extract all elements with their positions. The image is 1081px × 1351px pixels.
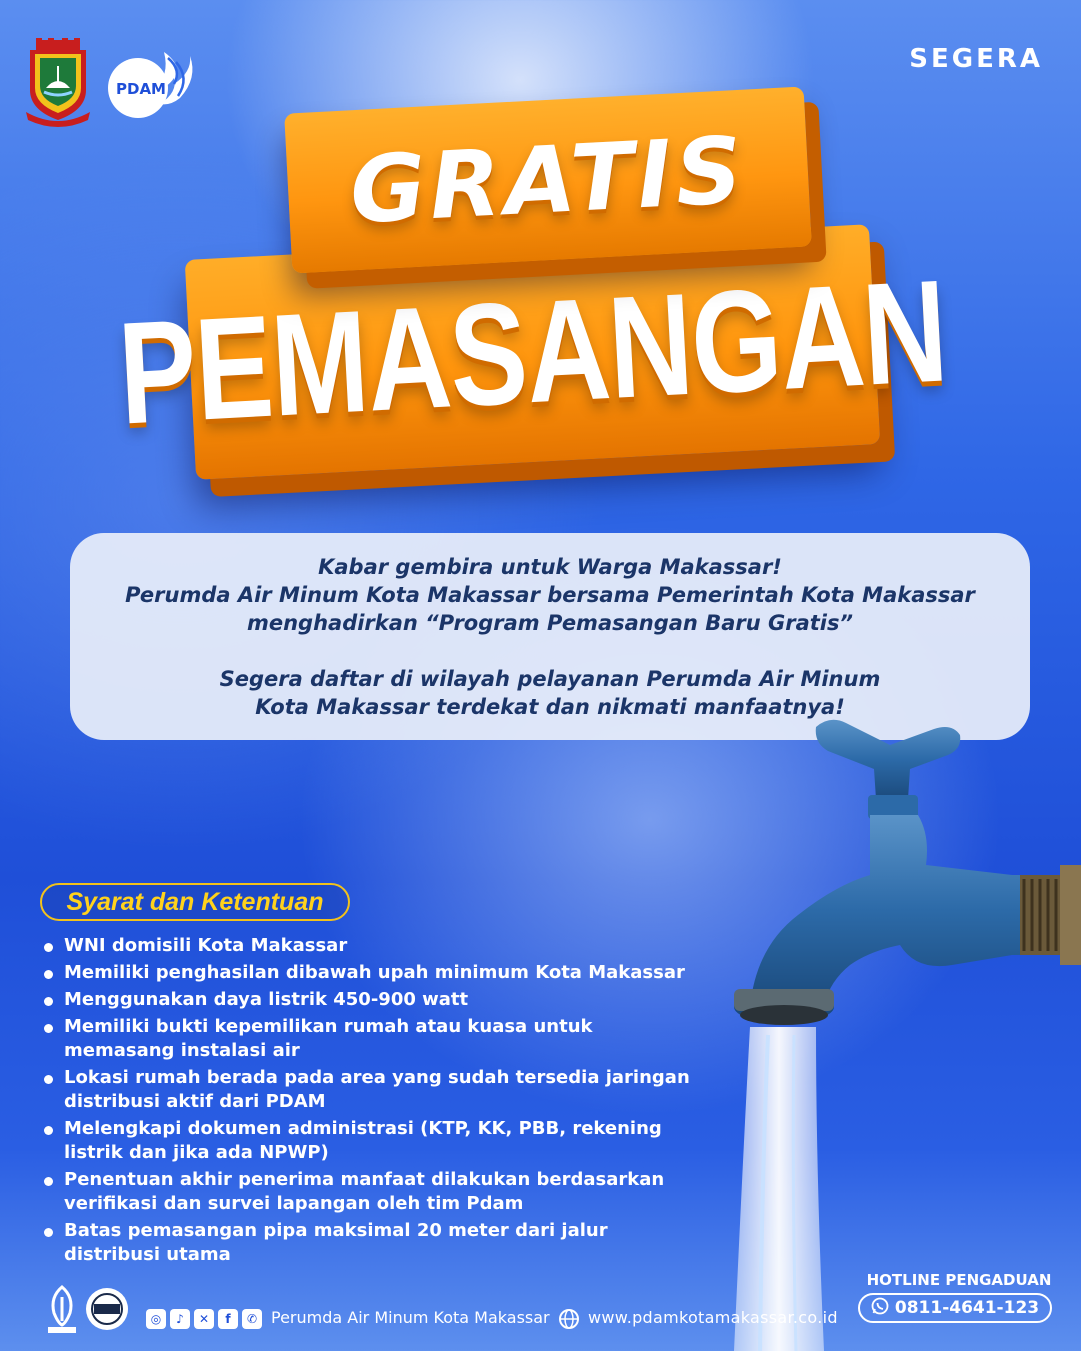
requirement-item: Penentuan akhir penerima manfaat dilakukan berdasarkan verifikasi dan survei lapangan oleh tim Pdam [42,1168,742,1216]
facebook-icon[interactable]: f [218,1309,238,1329]
requirement-item: Memiliki bukti kepemilikan rumah atau kuasa untuk memasang instalasi air [42,1015,642,1063]
pdam-logo-text: PDAM [116,80,166,98]
announcement-card [70,533,1030,740]
requirement-item: Batas pemasangan pipa maksimal 20 meter dari jalur distribusi utama [42,1219,662,1267]
requirement-item: Menggunakan daya listrik 450-900 watt [42,988,742,1012]
headline-line2: PEMASANGAN [114,249,951,455]
x-icon[interactable]: ✕ [194,1309,214,1329]
announcement-line: Segera daftar di wilayah pelayanan Perumda Air Minum [219,666,881,691]
website-link[interactable]: www.pdamkotamakassar.co.id [588,1308,838,1327]
instagram-icon[interactable]: ◎ [146,1309,166,1329]
whatsapp-icon [871,1297,889,1319]
announcement-line: menghadirkan “Program Pemasangan Baru Gratis” [246,610,854,635]
makassar-crest-logo [22,38,94,128]
social-media-icons [146,1309,262,1329]
requirement-item: Lokasi rumah berada pada area yang sudah tersedia jaringan distribusi aktif dari PDAM [42,1066,742,1114]
whatsapp-icon[interactable]: ✆ [242,1309,262,1329]
headline-line1: GRATIS [347,116,749,244]
requirement-item: Melengkapi dokumen administrasi (KTP, KK, PBB, rekening listrik dan jika ada NPWP) [42,1117,712,1165]
headline-pemasangan-block [114,224,951,480]
globe-icon [558,1308,580,1330]
iso-certification-icon [84,1286,130,1332]
halal-certification-icon [44,1283,80,1335]
announcement-line: Kabar gembira untuk Warga Makassar! [318,554,782,579]
requirements-title: Syarat dan Ketentuan [66,887,324,916]
hotline-number-pill[interactable] [858,1293,1052,1323]
requirements-list [42,934,742,1270]
requirement-item: Memiliki penghasilan dibawah upah minimum Kota Makassar [42,961,742,985]
requirements-title-pill [40,883,350,921]
water-faucet-illustration [720,715,1081,1351]
announcement-line: Kota Makassar terdekat dan nikmati manfaatnya! [255,694,845,719]
requirement-item: WNI domisili Kota Makassar [42,934,742,958]
organization-name: Perumda Air Minum Kota Makassar [271,1308,550,1327]
segera-brand: SEGERA [909,44,1043,74]
headline-gratis-block [284,87,812,274]
pdam-logo [104,48,198,120]
tiktok-icon[interactable]: ♪ [170,1309,190,1329]
hotline-number: 0811-4641-123 [894,1298,1040,1318]
hotline-title: HOTLINE PENGADUAN [866,1271,1052,1289]
announcement-line: Perumda Air Minum Kota Makassar bersama Pemerintah Kota Makassar [125,582,975,607]
